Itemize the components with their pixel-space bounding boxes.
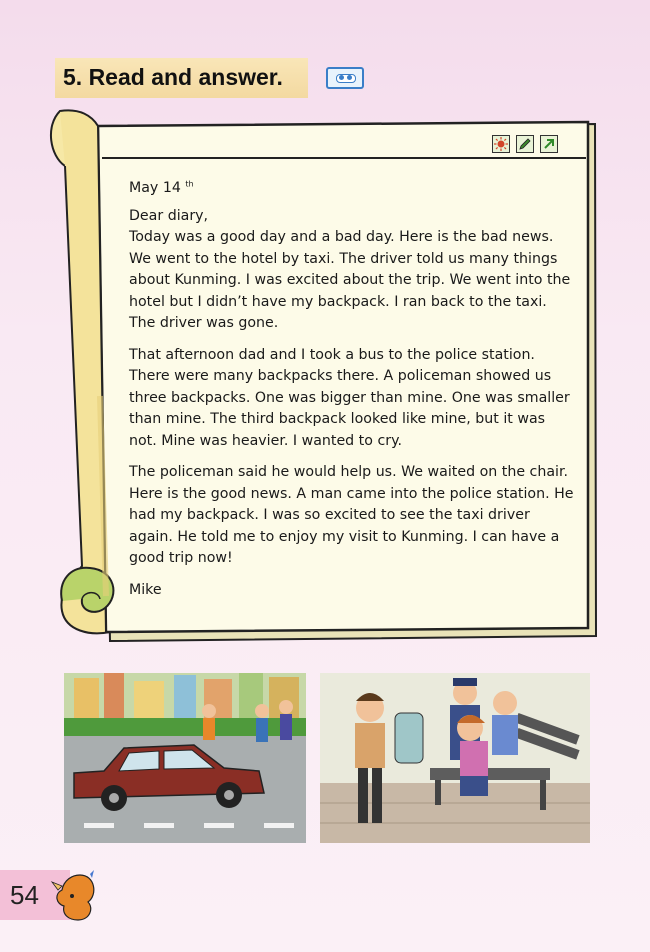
page-number: 54 [10,880,39,910]
diary-text [129,178,574,611]
tape-reel-left [339,75,344,80]
diary-greeting: Dear diary, [129,207,209,224]
tape-reel-right [347,75,352,80]
diary-paragraph-1: Today was a good day and a bad day. Here is the bad news. We went to the hotel by taxi. The driver told us many things about Kunming. I was excited about the trip. We went into the hotel but I didn’t have my backpack. I ran back to the taxi. The driver was gone. [129,229,571,331]
cassette-tape-icon[interactable] [326,67,364,89]
pencil-icon[interactable] [516,135,534,153]
police-station-backpack-illustration [320,673,590,843]
diary-date: May 14 $^{th}$ [129,179,194,196]
sun-icon[interactable] [492,135,510,153]
squirrel-mascot-icon [50,870,100,925]
section-title: 5. Read and answer. [63,64,283,90]
diary-paragraph-3: The policeman said he would help us. We waited on the chair. Here is the good news. A man came into the police station. He had my backpack. I was so excited to see the taxi driver again. He told me to enjoy my visit to Kunming. I can have a good trip now! [129,464,574,566]
arrow-icon[interactable] [540,135,558,153]
diary-signature: Mike [129,581,162,598]
diary-paragraph-2: That afternoon dad and I took a bus to the police station. There were many backpacks there. A policeman showed us three backpacks. One was bigger than mine. One was smaller than mine. The third backpack looked like mine, but it was not. Mine was heavier. I wanted to cry. [129,346,570,449]
taxi-street-scene-illustration [64,673,306,843]
